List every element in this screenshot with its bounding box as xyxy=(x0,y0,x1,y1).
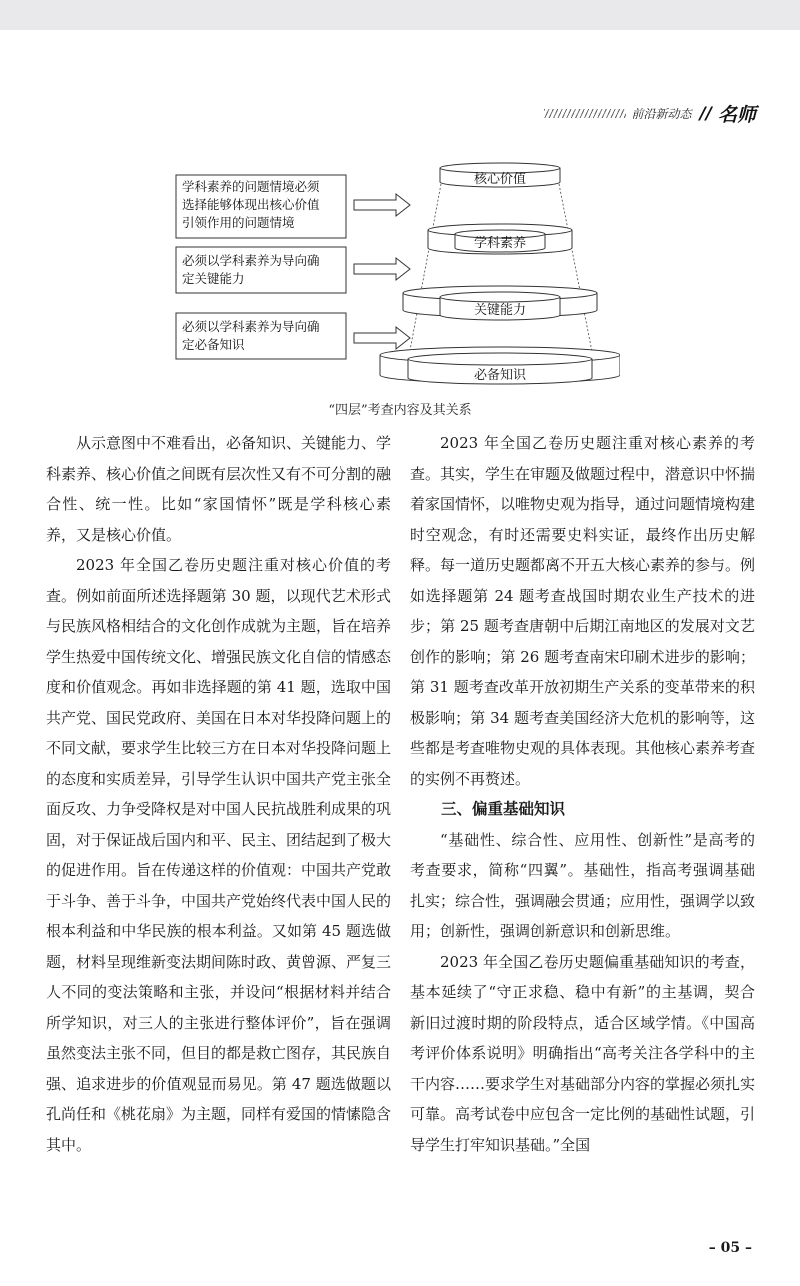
left-paragraph-2: 2023 年全国乙卷历史题注重对核心价值的考查。例如前面所述选择题第 30 题，以现代艺术形式与民族风格相结合的文化创作成就为主题，旨在培养学生热爱中国传统文化、增强民族文化自信的情感态度和价值观念。再如非选择题的第 41 题，选取中国共产党、国民党政府、美国在日本对华投降问题上的不同文献，要求学生比较三方在日本对华投降问题上的态度和实质差异，引导学生认识中国共产党主张全面反攻、力争受降权是对中国人民抗战胜利成果的巩固，对于保证战后国内和平、民主、团结起到了极大的促进作用。旨在传递这样的价值观：中国共产党敢于斗争、善于斗争，中国共产党始终代表中国人民的根本利益和中华民族的根本利益。又如第 45 题选做题，材料呈现维新变法期间陈时政、黄曾源、严复三人不同的变法策略和主张，并设问“根据材料并结合所学知识，对三人的主张进行整体评价”，旨在强调虽然变法主张不同，但目的都是救亡图存，其民族自强、追求进步的价值观显而易见。第 47 题选做题以孔尚任和《桃花扇》为主题，同样有爱国的情愫隐含其中。 xyxy=(46,556,392,1154)
column-name: 名师 xyxy=(717,104,756,126)
layer-label-3: 关键能力 xyxy=(473,303,527,318)
right-paragraph-2: “基础性、综合性、应用性、创新性”是高考的考查要求，简称“四翼”。基础性，指高考强调基础扎实；综合性，强调融会贯通；应用性，强调学以致用；创新性，强调创新意识和创新思维。 xyxy=(410,830,756,940)
dashed-guide-right xyxy=(559,184,596,372)
left-paragraph-1: 从示意图中不难看出，必备知识、关键能力、学科素养、核心价值之间既有层次性又有不可分割的融合性、统一性。比如“家国情怀”既是学科核心素养，又是核心价值。 xyxy=(46,434,392,544)
section-label: 前沿新动态 xyxy=(631,107,692,121)
top-bar xyxy=(0,0,800,30)
right-column xyxy=(410,428,755,1160)
header-separator: // xyxy=(699,103,712,124)
page-header xyxy=(544,100,756,127)
dashed-guide-left xyxy=(406,184,441,372)
left-box-1-text: 学科素养的问题情境必须 选择能够体现出核心价值 引领作用的问题情境 xyxy=(182,179,320,230)
right-paragraph-1: 2023 年全国乙卷历史题注重对核心素养的考查。其实，学生在审题及做题过程中，潜意识中怀揣着家国情怀，以唯物史观为指导，通过问题情境构建时空观念，有时还需要史料实证，最终作出历史解释。每一道历史题都离不开五大核心素养的参与。例如选择题第 24 题考查战国时期农业生产技术的进步；第 25 题考查唐朝中后期江南地区的发展对文艺创作的影响；第 26 题考查南宋印刷术进步的影响；第 31 题考查改革开放初期生产关系的变革带来的积极影响；第 34 题考查美国经济大危机的影响等，这些都是考查唯物史观的具体表现。其他核心素养考查的实例不再赘述。 xyxy=(410,434,756,788)
left-box-2-text: 必须以学科素养为导向确 定关键能力 xyxy=(182,253,320,286)
header-hatch-decoration xyxy=(544,109,626,118)
layer-label-2: 学科素养 xyxy=(473,236,527,251)
section-heading: 三、偏重基础知识 xyxy=(441,800,566,818)
diagram-caption: “四层”考查内容及其关系 xyxy=(328,403,472,418)
left-column xyxy=(46,428,391,1160)
arrow-icon xyxy=(354,327,410,349)
four-layer-diagram xyxy=(170,150,620,395)
right-paragraph-3: 2023 年全国乙卷历史题偏重基础知识的考查，基本延续了“守正求稳、稳中有新”的主基调，契合新旧过渡时期的阶段特点，适合区域学情。《中国高考评价体系说明》明确指出“高考关注各学科中的主干内容……要求学生对基础部分内容的掌握必须扎实可靠。高考试卷中应包含一定比例的基础性试题，引导学生打牢知识基础。”全国 xyxy=(410,952,756,1154)
layer-label-1: 核心价值 xyxy=(473,172,527,187)
layer-label-4: 必备知识 xyxy=(473,368,527,383)
page-number: – 05 – xyxy=(708,1240,752,1256)
diagram-svg xyxy=(170,150,620,395)
arrow-icon xyxy=(354,258,410,280)
arrow-icon xyxy=(354,194,410,216)
left-box-3-text: 必须以学科素养为导向确 定必备知识 xyxy=(182,319,320,352)
